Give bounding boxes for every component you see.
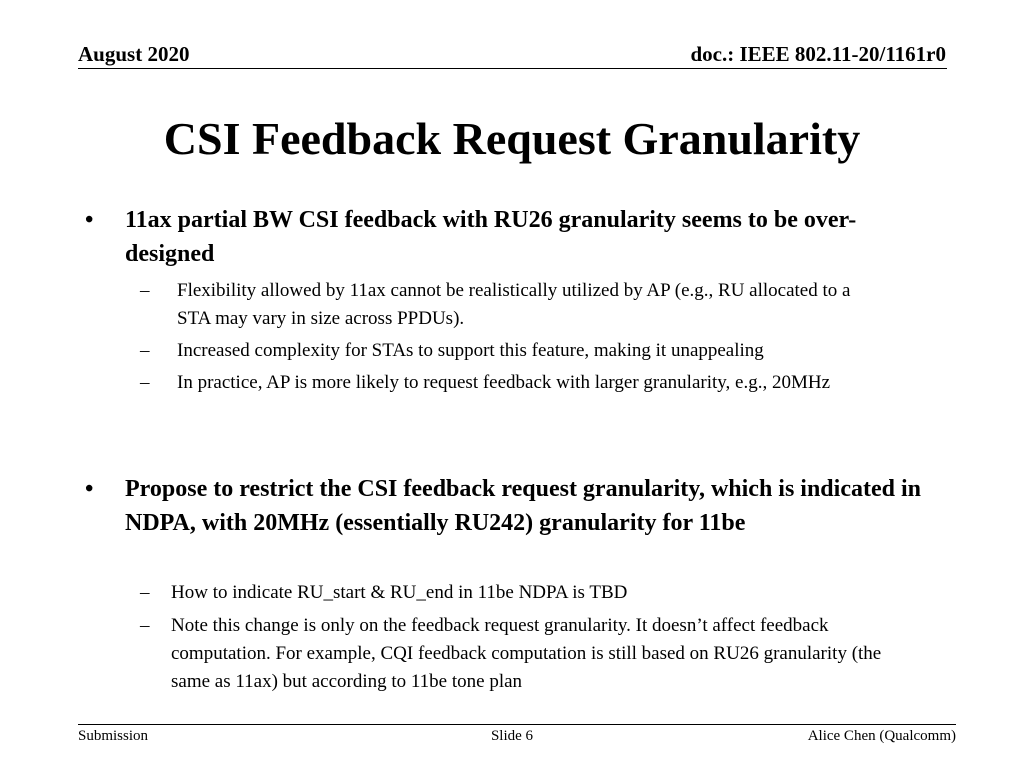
sub-bullet-dash: – [140, 340, 150, 361]
sub-bullet-2-1-text: How to indicate RU_start & RU_end in 11be NDPA is TBD [171, 582, 628, 603]
sub-bullet-dash: – [140, 615, 150, 636]
bullet-1-text: 11ax partial BW CSI feedback with RU26 granularity seems to be over-designed [125, 207, 857, 267]
header-divider [78, 68, 947, 69]
footer-author: Alice Chen (Qualcomm) [807, 728, 956, 744]
header-doc-id: doc.: IEEE 802.11-20/1161r0 [690, 42, 946, 66]
bullet-2-text: Propose to restrict the CSI feedback request granularity, which is indicated in NDPA, with 20MHz (essentially RU242) granularity for 11be [125, 476, 921, 536]
sub-bullet-1-2-text: Increased complexity for STAs to support this feature, making it unappealing [177, 340, 764, 361]
bullet-marker: • [85, 476, 94, 502]
sub-bullet-dash: – [140, 582, 150, 603]
footer-submission: Submission [78, 728, 149, 744]
header-date: August 2020 [78, 42, 190, 66]
sub-bullet-1-3-text: In practice, AP is more likely to request feedback with larger granularity, e.g., 20MHz [177, 372, 831, 393]
sub-bullet-dash: – [140, 280, 150, 301]
sub-bullet-2-2-text: Note this change is only on the feedback request granularity. It doesn’t affect feedback computation. For example, CQI feedback computation is still based on RU26 granularity (the same as 11ax) but according to 11be tone plan [171, 615, 882, 692]
footer-slide-number: Slide 6 [490, 728, 534, 744]
slide-title: CSI Feedback Request Granularity [163, 113, 861, 164]
bullet-marker: • [85, 207, 94, 233]
sub-bullet-1-1-text: Flexibility allowed by 11ax cannot be realistically utilized by AP (e.g., RU allocated to a STA may vary in size across PPDUs). [177, 280, 851, 329]
footer-divider [78, 724, 956, 725]
sub-bullet-dash: – [140, 372, 150, 393]
